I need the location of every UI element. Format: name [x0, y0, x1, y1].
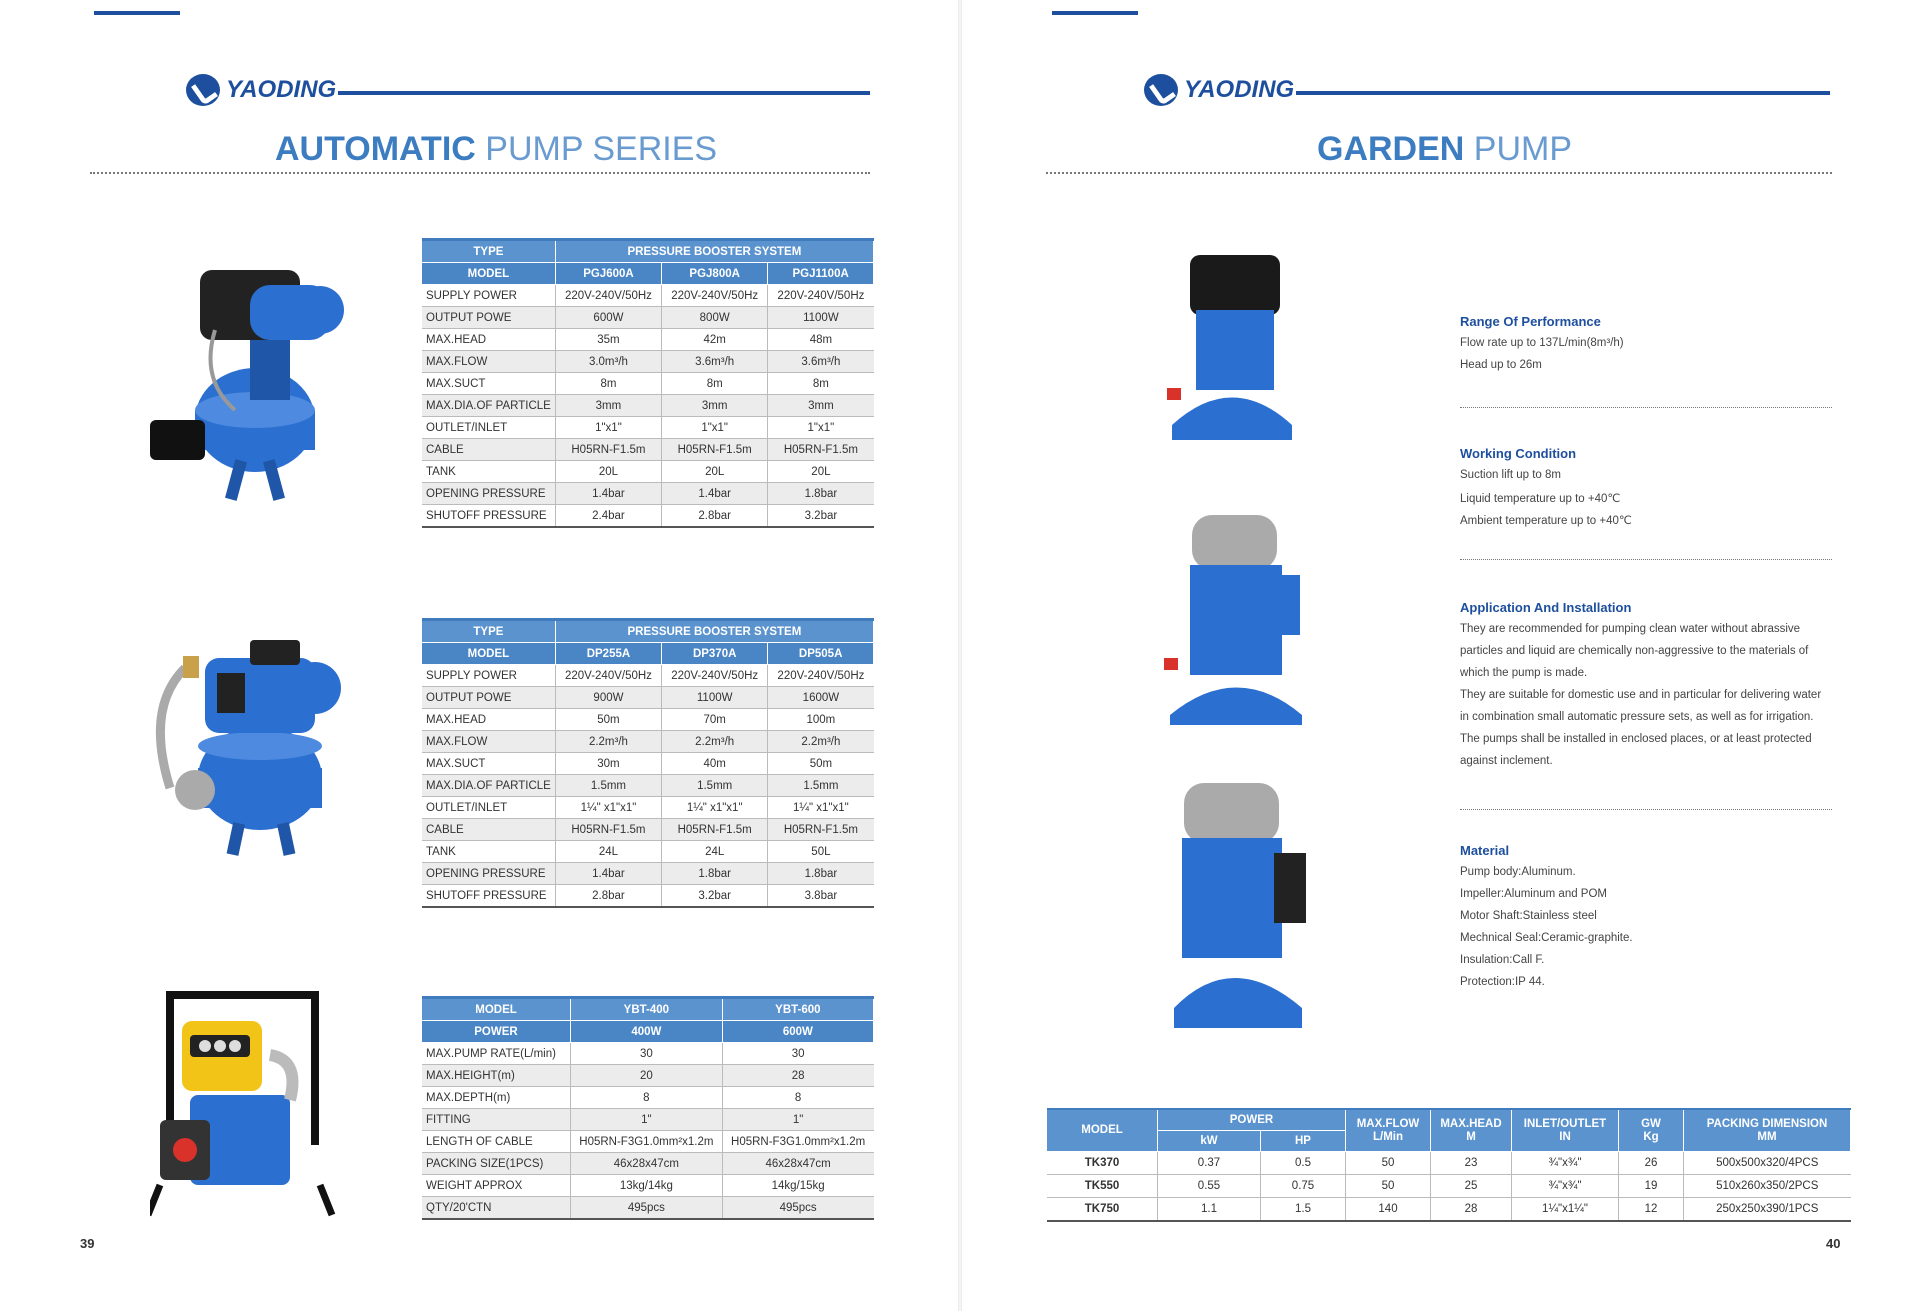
spec-value: 1600W [768, 687, 874, 709]
working-line: Suction lift up to 8m [1460, 469, 1561, 481]
section-divider [1460, 559, 1832, 560]
spec-row [422, 709, 874, 731]
spec-value: 1100W [768, 307, 874, 329]
spec-value: 1.5mm [662, 775, 768, 797]
spec-value: 28 [722, 1065, 873, 1087]
brand-name: YAODING [1184, 76, 1295, 103]
spec-value: 35m [555, 329, 661, 351]
header-rule-right [338, 91, 870, 95]
spec-value: H05RN-F1.5m [555, 819, 661, 841]
spec-value: 3.2bar [662, 885, 768, 908]
application-line: They are suitable for domestic use and in particular for delivering water [1460, 689, 1822, 701]
material-line: Impeller:Aluminum and POM [1460, 888, 1607, 900]
garden-row [1047, 1198, 1851, 1222]
spec-row [422, 1153, 874, 1175]
type-label: TYPE [422, 620, 555, 643]
model-name: YBT-600 [722, 998, 873, 1021]
spec-label: CABLE [422, 819, 555, 841]
working-heading: Working Condition [1460, 446, 1577, 461]
spec-value: H05RN-F1.5m [768, 439, 874, 461]
spec-label: OUTLET/INLET [422, 797, 555, 819]
spec-label: CABLE [422, 439, 555, 461]
spec-value: 1.5mm [555, 775, 661, 797]
model-name: PGJ1100A [768, 263, 874, 285]
spec-value: 8 [722, 1087, 873, 1109]
model-name: PGJ800A [662, 263, 768, 285]
type-value: PRESSURE BOOSTER SYSTEM [555, 620, 873, 643]
spec-label: TANK [422, 461, 555, 483]
spec-value: 3.6m³/h [768, 351, 874, 373]
garden-flow-cell: 50 [1346, 1152, 1431, 1175]
spec-value: 1.4bar [662, 483, 768, 505]
brand-name: YAODING [226, 76, 337, 103]
header-rule-left [1052, 11, 1138, 15]
garden-row [1047, 1175, 1851, 1198]
garden-flow-cell: 140 [1346, 1198, 1431, 1222]
spec-value: H05RN-F1.5m [662, 439, 768, 461]
page-number: 40 [1826, 1236, 1841, 1251]
spec-value: 1100W [662, 687, 768, 709]
application-line: against inclement. [1460, 755, 1553, 767]
spec-row [422, 885, 874, 908]
spec-value: 495pcs [722, 1197, 873, 1220]
garden-row [1047, 1152, 1851, 1175]
spec-row [422, 285, 874, 307]
spec-value: 8m [768, 373, 874, 395]
model-name: YBT-400 [571, 998, 723, 1021]
spec-row [422, 417, 874, 439]
spec-label: PACKING SIZE(1PCS) [422, 1153, 571, 1175]
spec-row [422, 841, 874, 863]
spec-label: MAX.FLOW [422, 351, 555, 373]
brand-logo [186, 75, 336, 105]
spec-label: OPENING PRESSURE [422, 863, 555, 885]
garden-head-cell: 25 [1431, 1175, 1512, 1198]
spec-value: 13kg/14kg [571, 1175, 723, 1197]
spec-value: 30 [571, 1043, 723, 1065]
model-name: PGJ600A [555, 263, 661, 285]
spec-row [422, 1065, 874, 1087]
spec-value: 3.0m³/h [555, 351, 661, 373]
working-line: Liquid temperature up to +40℃ [1460, 493, 1621, 505]
power-value: 600W [722, 1021, 873, 1043]
spec-value: 100m [768, 709, 874, 731]
spec-row [422, 461, 874, 483]
spec-value: 3mm [768, 395, 874, 417]
title-divider [1046, 172, 1832, 174]
spec-value: 495pcs [571, 1197, 723, 1220]
spec-value: 220V-240V/50Hz [662, 665, 768, 687]
brand-logo [1144, 75, 1294, 105]
garden-inlet-cell: ¾"x¾" [1512, 1152, 1619, 1175]
spec-value: 50m [555, 709, 661, 731]
garden-kw-cell: 0.37 [1158, 1152, 1261, 1175]
spec-value: 24L [555, 841, 661, 863]
spec-value: 42m [662, 329, 768, 351]
spec-value: 2.8bar [662, 505, 768, 528]
spec-value: 1¼" x1"x1" [662, 797, 768, 819]
tk750-pump-image [1162, 778, 1312, 1033]
spec-value: 1.8bar [768, 863, 874, 885]
spec-label: MAX.SUCT [422, 753, 555, 775]
spec-row [422, 687, 874, 709]
spec-value: 20L [555, 461, 661, 483]
section-divider [1460, 809, 1832, 810]
application-line: The pumps shall be installed in enclosed places, or at least protected [1460, 733, 1812, 745]
garden-inlet-cell: ¾"x¾" [1512, 1175, 1619, 1198]
header-rule-left [94, 11, 180, 15]
spec-row [422, 863, 874, 885]
type-value: PRESSURE BOOSTER SYSTEM [555, 240, 873, 263]
working-line: Ambient temperature up to +40℃ [1460, 515, 1632, 527]
spec-value: 8m [555, 373, 661, 395]
spec-value: 220V-240V/50Hz [555, 665, 661, 687]
application-heading: Application And Installation [1460, 600, 1632, 615]
performance-heading: Range Of Performance [1460, 314, 1601, 329]
pgj-spec-table [422, 238, 874, 528]
spec-value: 1"x1" [555, 417, 661, 439]
spec-row [422, 1175, 874, 1197]
spec-value: 70m [662, 709, 768, 731]
spec-row [422, 1197, 874, 1220]
spec-label: WEIGHT APPROX [422, 1175, 571, 1197]
spec-value: 1.8bar [662, 863, 768, 885]
spec-label: OPENING PRESSURE [422, 483, 555, 505]
spec-row [422, 731, 874, 753]
spec-label: SUPPLY POWER [422, 665, 555, 687]
header-rule-right [1296, 91, 1830, 95]
spec-label: MAX.SUCT [422, 373, 555, 395]
garden-model-cell: TK370 [1047, 1152, 1158, 1175]
spec-value: H05RN-F3G1.0mm²x1.2m [722, 1131, 873, 1153]
ybt-pump-image [150, 985, 340, 1225]
page-number: 39 [80, 1236, 95, 1251]
spec-value: 30 [722, 1043, 873, 1065]
spec-value: 46x28x47cm [722, 1153, 873, 1175]
spec-value: 14kg/15kg [722, 1175, 873, 1197]
application-line: particles and liquid are chemically non-aggressive to the materials of [1460, 645, 1809, 657]
left-page [0, 0, 958, 1311]
garden-model-cell: TK550 [1047, 1175, 1158, 1198]
spec-value: 48m [768, 329, 874, 351]
application-line: They are recommended for pumping clean water without abrassive [1460, 623, 1801, 635]
model-label: MODEL [422, 643, 555, 665]
spec-value: 20L [662, 461, 768, 483]
model-name: DP255A [555, 643, 661, 665]
spec-value: 3.6m³/h [662, 351, 768, 373]
material-line: Pump body:Aluminum. [1460, 866, 1576, 878]
spec-row [422, 439, 874, 461]
spec-row [422, 307, 874, 329]
spec-label: OUTPUT POWE [422, 307, 555, 329]
power-value: 400W [571, 1021, 723, 1043]
spec-value: 1.8bar [768, 483, 874, 505]
spec-value: H05RN-F1.5m [662, 819, 768, 841]
inlet-header: INLET/OUTLET IN [1512, 1109, 1619, 1152]
spec-value: 1" [722, 1109, 873, 1131]
garden-gw-cell: 26 [1619, 1152, 1684, 1175]
spec-label: MAX.DIA.OF PARTICLE [422, 395, 555, 417]
spec-value: 3mm [662, 395, 768, 417]
spec-label: FITTING [422, 1109, 571, 1131]
pgj-pump-image [140, 260, 360, 505]
spec-value: 20 [571, 1065, 723, 1087]
spec-row [422, 395, 874, 417]
material-line: Mechnical Seal:Ceramic-graphite. [1460, 932, 1633, 944]
spec-row [422, 329, 874, 351]
spec-label: SUPPLY POWER [422, 285, 555, 307]
garden-hp-cell: 0.5 [1261, 1152, 1346, 1175]
garden-hp-cell: 1.5 [1261, 1198, 1346, 1222]
spec-label: OUTLET/INLET [422, 417, 555, 439]
spec-value: 220V-240V/50Hz [768, 665, 874, 687]
flow-header: MAX.FLOW L/Min [1346, 1109, 1431, 1152]
power-header: POWER [1158, 1109, 1346, 1131]
spec-value: 2.2m³/h [555, 731, 661, 753]
model-label: MODEL [422, 998, 571, 1021]
spec-value: 220V-240V/50Hz [662, 285, 768, 307]
application-line: which the pump is made. [1460, 667, 1588, 679]
dp-spec-table [422, 618, 874, 908]
spec-value: 600W [555, 307, 661, 329]
page-title: GARDEN PUMP [1317, 130, 1573, 168]
garden-kw-cell: 0.55 [1158, 1175, 1261, 1198]
spec-value: 20L [768, 461, 874, 483]
garden-head-cell: 28 [1431, 1198, 1512, 1222]
pack-header: PACKING DIMENSION MM [1684, 1109, 1851, 1152]
spec-value: 3mm [555, 395, 661, 417]
spec-row [422, 797, 874, 819]
page-title: AUTOMATIC PUMP SERIES [275, 130, 718, 168]
garden-hp-cell: 0.75 [1261, 1175, 1346, 1198]
tk370-pump-image [1162, 250, 1302, 450]
spec-value: 24L [662, 841, 768, 863]
tk550-pump-image [1162, 510, 1312, 730]
brand-mark-icon [186, 74, 220, 106]
garden-head-cell: 23 [1431, 1152, 1512, 1175]
spec-value: 3.8bar [768, 885, 874, 908]
type-label: TYPE [422, 240, 555, 263]
garden-gw-cell: 12 [1619, 1198, 1684, 1222]
kw-header: kW [1158, 1131, 1261, 1152]
material-line: Motor Shaft:Stainless steel [1460, 910, 1597, 922]
model-name: DP370A [662, 643, 768, 665]
spec-value: 2.4bar [555, 505, 661, 528]
spec-row [422, 753, 874, 775]
spec-value: 1.4bar [555, 483, 661, 505]
spec-value: 40m [662, 753, 768, 775]
material-heading: Material [1460, 843, 1510, 858]
spec-value: 3.2bar [768, 505, 874, 528]
spec-value: 1"x1" [662, 417, 768, 439]
spec-value: 1"x1" [768, 417, 874, 439]
spec-value: 220V-240V/50Hz [555, 285, 661, 307]
garden-gw-cell: 19 [1619, 1175, 1684, 1198]
spec-value: 8 [571, 1087, 723, 1109]
spec-label: QTY/20'CTN [422, 1197, 571, 1220]
section-divider [1460, 407, 1832, 408]
spec-row [422, 1131, 874, 1153]
spec-row [422, 1109, 874, 1131]
spec-row [422, 1043, 874, 1065]
spec-value: 800W [662, 307, 768, 329]
spec-row [422, 483, 874, 505]
spec-value: 220V-240V/50Hz [768, 285, 874, 307]
spec-label: SHUTOFF PRESSURE [422, 885, 555, 908]
spec-label: MAX.HEAD [422, 329, 555, 351]
garden-pack-cell: 250x250x390/1PCS [1684, 1198, 1851, 1222]
spec-value: 1.5mm [768, 775, 874, 797]
spec-value: 50L [768, 841, 874, 863]
material-line: Protection:IP 44. [1460, 976, 1545, 988]
spec-row [422, 351, 874, 373]
dp-pump-image [145, 628, 360, 858]
garden-inlet-cell: 1¼"x1¼" [1512, 1198, 1619, 1222]
spec-value: 46x28x47cm [571, 1153, 723, 1175]
spec-value: 2.2m³/h [662, 731, 768, 753]
performance-line: Head up to 26m [1460, 359, 1542, 371]
spec-label: MAX.PUMP RATE(L/min) [422, 1043, 571, 1065]
performance-line: Flow rate up to 137L/min(8m³/h) [1460, 337, 1624, 349]
model-label: MODEL [422, 263, 555, 285]
title-divider [90, 172, 870, 174]
spec-value: 30m [555, 753, 661, 775]
head-header: MAX.HEAD M [1431, 1109, 1512, 1152]
spec-value: 1¼" x1"x1" [768, 797, 874, 819]
hp-header: HP [1261, 1131, 1346, 1152]
garden-flow-cell: 50 [1346, 1175, 1431, 1198]
spec-label: MAX.HEAD [422, 709, 555, 731]
garden-pack-cell: 510x260x350/2PCS [1684, 1175, 1851, 1198]
model-header: MODEL [1047, 1109, 1158, 1152]
spec-row [422, 775, 874, 797]
spec-label: TANK [422, 841, 555, 863]
spec-value: H05RN-F1.5m [555, 439, 661, 461]
spec-label: SHUTOFF PRESSURE [422, 505, 555, 528]
spec-value: H05RN-F1.5m [768, 819, 874, 841]
spec-value: H05RN-F3G1.0mm²x1.2m [571, 1131, 723, 1153]
spec-value: 8m [662, 373, 768, 395]
garden-pump-table [1047, 1108, 1851, 1222]
spec-value: 900W [555, 687, 661, 709]
spec-label: MAX.DEPTH(m) [422, 1087, 571, 1109]
spec-label: MAX.FLOW [422, 731, 555, 753]
spec-row [422, 819, 874, 841]
spec-value: 2.2m³/h [768, 731, 874, 753]
spec-label: MAX.HEIGHT(m) [422, 1065, 571, 1087]
model-name: DP505A [768, 643, 874, 665]
spec-label: LENGTH OF CABLE [422, 1131, 571, 1153]
material-line: Insulation:Call F. [1460, 954, 1545, 966]
spec-value: 2.8bar [555, 885, 661, 908]
spec-label: OUTPUT POWE [422, 687, 555, 709]
gw-header: GW Kg [1619, 1109, 1684, 1152]
application-line: in combination small automatic pressure sets, as well as for irrigation. [1460, 711, 1814, 723]
garden-model-cell: TK750 [1047, 1198, 1158, 1222]
spec-row [422, 505, 874, 528]
garden-pack-cell: 500x500x320/4PCS [1684, 1152, 1851, 1175]
spec-label: MAX.DIA.OF PARTICLE [422, 775, 555, 797]
spec-row [422, 373, 874, 395]
ybt-spec-table [422, 996, 874, 1220]
spec-value: 1" [571, 1109, 723, 1131]
garden-kw-cell: 1.1 [1158, 1198, 1261, 1222]
spec-value: 1¼" x1"x1" [555, 797, 661, 819]
spec-value: 1.4bar [555, 863, 661, 885]
spec-row [422, 1087, 874, 1109]
spec-row [422, 665, 874, 687]
spec-value: 50m [768, 753, 874, 775]
power-label: POWER [422, 1021, 571, 1043]
brand-mark-icon [1144, 74, 1178, 106]
